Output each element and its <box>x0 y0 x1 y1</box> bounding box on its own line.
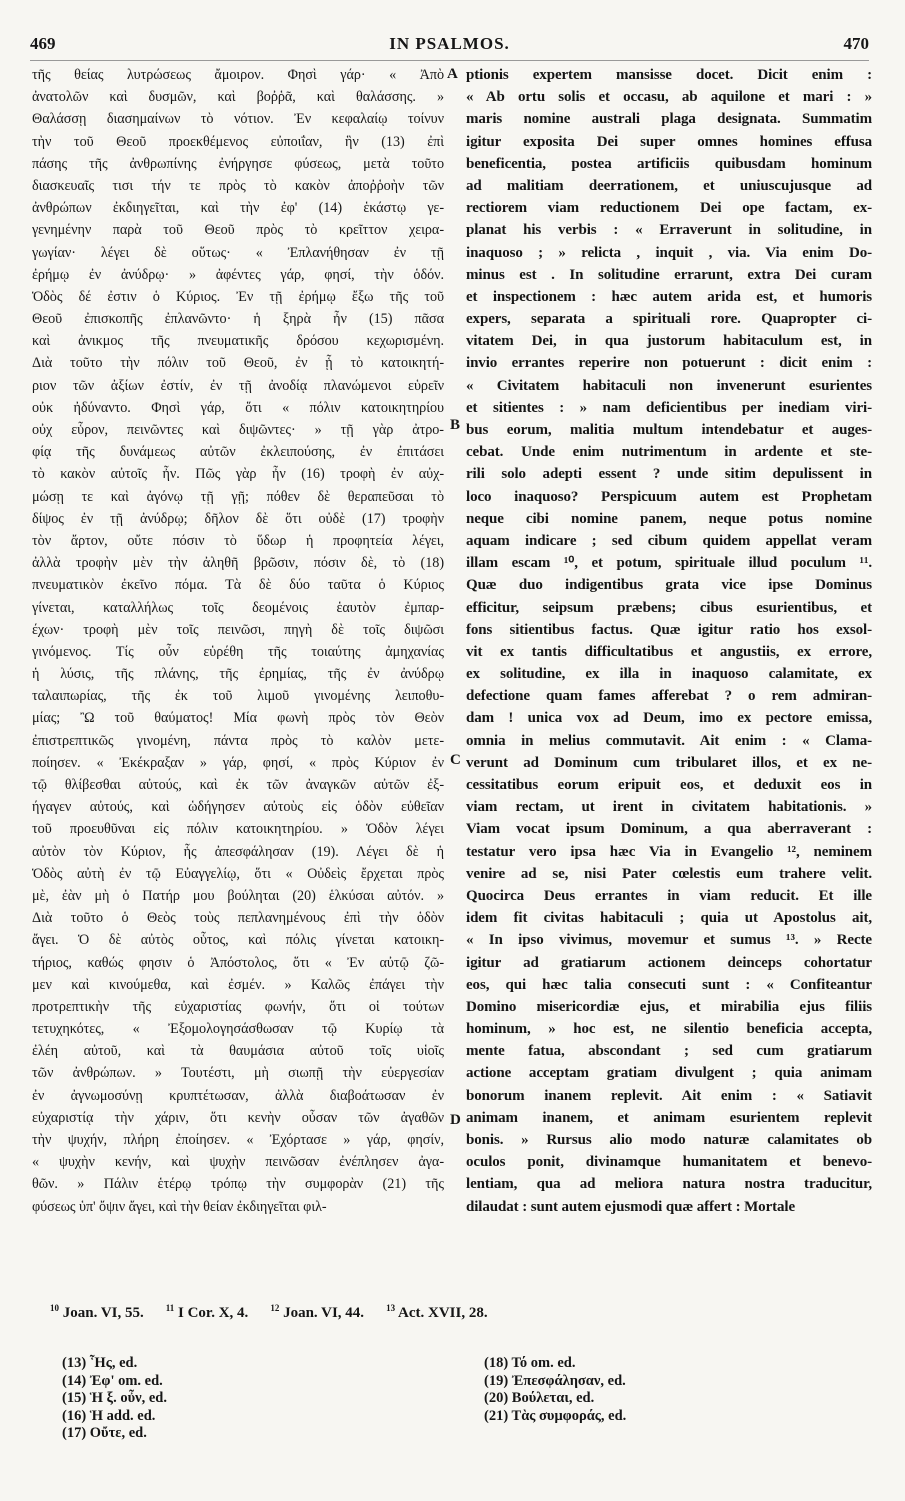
text-line: omnia in melius commutavit. Ait enim : « Clama- <box>466 732 872 749</box>
text-line: ἐλέη αὐτοῦ, καὶ τὰ θαυμάσια αὐτοῦ τοῖς υἱοῖς <box>32 1043 444 1060</box>
text-line: animam inanem, et animam esurientem replevit <box>466 1109 872 1126</box>
text-line: idem fit civitas habitaculi ; quia ut Apostolus ait, <box>466 910 872 927</box>
text-line: « In ipso vivimus, movemur et sumus ¹³. » Recte <box>466 932 872 949</box>
latin-text-column <box>466 64 872 1218</box>
text-line: ἄγει. Ὁ δὲ αὐτὸς οὗτος, καὶ πόλις γίνεται κατοικη- <box>32 932 444 949</box>
text-line: πάσης τῆς ἀνθρωπίνης ἐνήργησε φύσεως, μετὰ τοῦτο <box>32 155 444 172</box>
text-line: Viam vocat ipsum Dominum, a qua aberraverant : <box>466 821 872 838</box>
text-line: igitur exposita Dei super omnes homines effusa <box>466 133 872 150</box>
text-line: τῷ θλίβεσθαι αὐτούς, καὶ ἐκ τῶν ἀναγκῶν αὐτῶν ἐξ- <box>32 777 444 793</box>
text-line: igitur ad gratiarum actionem deinceps cohortatur <box>466 954 872 971</box>
running-title: IN PSALMOS. <box>389 34 510 53</box>
text-line: « Ab ortu solis et occasu, ab aquilone et mari : » <box>466 89 872 106</box>
variant-note: (13) Ἧς, ed. <box>62 1355 138 1371</box>
text-line: invio errantes reperire non potuerunt : dicit enim : <box>466 355 872 372</box>
text-line: Θαλάσσῃ διασημαίνων τὸ νότιον. Ἐν κεφαλαίῳ τοίνυν <box>32 111 444 128</box>
margin-letter-b: B <box>450 417 461 433</box>
margin-letter-d: D <box>450 1112 461 1128</box>
text-line: τὸ κακὸν αὐτοῖς ἦν. Πῶς γὰρ ἦν (16) τροφὴ ἐν αὐχ- <box>32 466 444 483</box>
text-line: cebat. Unde enim nutrimentum in ardente et ste- <box>466 444 872 461</box>
text-line: τὴν ψυχήν, πλήρη ἐποίησεν. « Ἐχόρτασε » γάρ, φησίν, <box>32 1132 444 1148</box>
ref-text: Act. XVII, 28. <box>398 1305 488 1321</box>
text-line: illam escam ¹⁰, et potum, spirituale illud poculum ¹¹. <box>466 555 872 572</box>
text-line: aquam indicare ; sed cibum quidem appellat veram <box>466 532 872 549</box>
text-line: ἀνθρώπων ἐκδιηγεῖται, καὶ τὴν ἐφ' (14) ἑκάστῳ γε- <box>32 200 444 217</box>
text-line: προτρεπτικὴν τῆς εὐχαριστίας φωνήν, ὅτι οἱ τούτων <box>32 998 444 1015</box>
scripture-ref <box>166 1303 249 1322</box>
text-line: ad malitiam deerrationem, et uniuscujusque ad <box>466 177 872 194</box>
text-line: Ὁδὸς αὐτὴ ἐν τῷ Εὐαγγελίῳ, ὅτι « Οὐδεὶς ἔρχεται πρὸς <box>32 865 444 882</box>
text-line: οὐκ ἠδύναντο. Φησὶ γάρ, ὅτι « πόλιν κατοικητηρίου <box>32 399 444 416</box>
text-line: ἡ λύσις, τῆς πλάνης, τῆς ἐρημίας, τῆς ἐν ἀνύδρῳ <box>32 666 444 683</box>
greek-text-column <box>32 64 444 1218</box>
variant-note: (18) Τό om. ed. <box>484 1355 576 1371</box>
text-line: αὐτὸν τὸν Κύριον, ἧς ἀπεσφάλησαν (19). Λέγει δὲ ἡ <box>32 843 444 860</box>
text-line: verunt ad Dominum cum tribularet illos, et ex ne- <box>466 754 872 771</box>
text-line: φίᾳ τῆς δυνάμεως αὐτῶν ἐκλειπούσης, ἐν ἐπιτάσει <box>32 444 444 461</box>
text-line: ex solitudine, ex illa in inaquoso calamitate, ex <box>466 666 872 683</box>
text-line: Quocirca Deus errantes in viam reducit. Et ille <box>466 887 872 904</box>
variant-note: (17) Οὔτε, ed. <box>62 1425 147 1441</box>
variant-note: (16) Ἡ add. ed. <box>62 1407 156 1424</box>
text-line: cessitatibus eorum eripuit eos, et deduxit eos in <box>466 777 872 793</box>
ref-number: 10 <box>50 1303 59 1313</box>
page-number-left: 469 <box>30 34 56 53</box>
text-line: rectiorem viam reductionem Dei ope factam, ex- <box>466 200 872 217</box>
text-line: dilaudat : sunt autem ejusmodi quæ affert : Mortale <box>466 1198 796 1215</box>
text-line: maris nomine australi plaga designata. Summatim <box>466 111 872 128</box>
text-line: ἐπιστρεπτικῶς γινομένη, πάντα πρὸς τὸ καλὸν μετε- <box>32 732 444 749</box>
text-line: ριον τῶν ἀξίων ἐστίν, ἐν τῇ ἀνοδίᾳ πλανώμενοι εὑρεῖν <box>32 377 444 394</box>
ref-text: I Cor. X, 4. <box>178 1305 249 1321</box>
text-line: Ὁδὸς δέ ἐστιν ὁ Κύριος. Ἐν τῇ ἐρήμῳ ἔξω τῆς τοῦ <box>32 288 444 305</box>
variant-note: (19) Ἐπεσφάλησαν, ed. <box>484 1372 626 1389</box>
variant-notes-left <box>62 1355 167 1443</box>
text-line: defectione quam fames afferebat ? o rem admiran- <box>466 688 872 705</box>
text-line: εὐχαριστίᾳ τὴν χάριν, ὅτι κενὴν οὖσαν τῶν ἀγαθῶν <box>32 1109 444 1126</box>
text-line: « Civitatem habitaculi non invenerunt esurientes <box>466 377 872 394</box>
text-line: vitatem Dei, in qua justorum habitaculum est, in <box>466 333 872 350</box>
text-line: bonorum inanem replevit. Ait enim : « Satiavit <box>466 1087 872 1104</box>
margin-letter-a: A <box>447 66 458 82</box>
text-line: eos, qui hæc talia consecuti sunt : « Confiteantur <box>466 976 872 993</box>
text-line: δίψος ἐν τῇ ἀνύδρῳ; δῆλον δὲ ὅτι οὐδὲ (17) τροφὴν <box>32 510 444 527</box>
text-line: οὐχ εὗρον, πεινῶντες καὶ διψῶντες· » τῇ γὰρ ἀτρο- <box>32 422 444 438</box>
text-line: διασκευαῖς τισι τήν τε πρὸς τὸ κακὸν ἀποῤῥοὴν τῶν <box>32 177 444 194</box>
ref-number: 11 <box>165 1303 175 1313</box>
scripture-ref <box>50 1303 144 1322</box>
text-line: γινόμενος. Τίς οὖν εὑρέθη τῆς τοιαύτης ἀμηχανίας <box>32 643 444 660</box>
ref-number: 12 <box>270 1303 280 1313</box>
text-line: μεν καὶ κινούμεθα, καὶ ἐσμέν. » Καλῶς ἐπάγει τὴν <box>32 976 444 993</box>
text-line: τῆς θείας λυτρώσεως ἄμοιρον. Φησὶ γάρ· « Ἀπὸ <box>32 67 444 83</box>
text-line: ἐρήμῳ ἐν ἀνύδρῳ· » ἀφέντες γάρ, φησί, τὴν ὁδόν. <box>32 266 444 283</box>
text-line: fons sitientibus factus. Quæ igitur ratio hos exsol- <box>466 621 872 638</box>
page-number-right: 470 <box>843 34 869 53</box>
text-line: γίνεται, καταλλήλως τοῖς δεομένοις ἑαυτὸν ἐμπαρ- <box>32 599 444 616</box>
text-line: efficitur, seipsum præbens; cibus esurientibus, et <box>466 599 872 616</box>
header-rule <box>30 60 869 61</box>
text-line: Θεοῦ ἐπισκοπῆς ἐπλανῶντο· ἡ ξηρὰ ἦν (15) πᾶσα <box>32 311 444 328</box>
text-line: oculos ponit, divinamque humanitatem et benevo- <box>466 1154 872 1171</box>
text-line: vit ex tantis difficultatibus et angustiis, ex errore, <box>466 643 872 660</box>
text-line: γενημένην παρὰ τοῦ Θεοῦ πρὸς τὸ κρεῖττον χειρα- <box>32 222 444 239</box>
variant-note: (21) Τὰς συμφοράς, ed. <box>484 1407 627 1424</box>
text-line: loco inaquoso? Perspicuum autem est Prophetam <box>466 488 872 505</box>
text-line: ἀλλὰ τροφὴν μὲν τὴν ἀληθῆ βρῶσιν, πόσιν δὲ, τὸ (18) <box>32 555 444 572</box>
text-line: ptionis expertem mansisse docet. Dicit enim : <box>466 67 872 83</box>
scripture-ref <box>386 1303 488 1322</box>
text-line: τὴν τοῦ Θεοῦ προεκθέμενος εὐποιΐαν, ἣν (13) ἐπὶ <box>32 133 444 150</box>
text-line: ἀνατολῶν καὶ δυσμῶν, καὶ βοῤῥᾶ, καὶ θαλάσσης. » <box>32 89 444 106</box>
text-line: τετυχηκότες, « Ἐξομολογησάσθωσαν τῷ Κυρίῳ τὰ <box>32 1021 444 1038</box>
text-line: bonis. » Rursus alio modo naturæ calamitates ob <box>466 1132 872 1148</box>
page-header <box>30 34 869 58</box>
variant-note: (15) Ἡ ξ. οὖν, ed. <box>62 1390 167 1406</box>
text-line: venire ad se, nisi Pater cœlestis eum trahere velit. <box>466 865 872 882</box>
text-line: hominum, » hoc est, ne silentio beneficia accepta, <box>466 1021 872 1038</box>
text-line: Quæ duo indigentibus grata vice ipse Dominus <box>466 577 872 594</box>
text-line: ποίησεν. « Ἐκέκραξαν » γάρ, φησί, « πρὸς Κύριον ἐν <box>32 754 444 771</box>
text-line: Διὰ τοῦτο τὴν πόλιν τοῦ Θεοῦ, ἐν ᾗ τὸ κατοικητή- <box>32 355 444 372</box>
text-line: beneficentia, postea artificiis quibusdam hominum <box>466 155 872 172</box>
text-line: planat his verbis : « Erraverunt in solitudine, in <box>466 222 872 239</box>
text-line: τοῦ προευθῦναι εἰς πόλιν κατοικητηρίου. » Ὁδὸν λέγει <box>32 821 444 838</box>
text-line: ταλαιπωρίας, τῆς ἐκ τοῦ λιμοῦ γινομένης λειποθυ- <box>32 688 444 705</box>
text-line: ήγαγεν αὐτούς, καὶ ὡδήγησεν αὐτοὺς εἰς ὁδὸν εὐθεῖαν <box>32 799 444 816</box>
text-line: μίας; Ὢ τοῦ θαύματος! Μία φωνὴ πρὸς τὸν Θεὸν <box>32 710 444 727</box>
text-line: καὶ ἀνικμος τῆς πνευματικῆς δρόσου κεχωρισμένη. <box>32 333 444 350</box>
text-line: et inspectionem : hæc autem arida est, et humoris <box>466 288 872 305</box>
text-line: Διὰ τοῦτο ὁ Θεὸς τοὺς πεπλανημένους ἐπὶ τὴν ὁδὸν <box>32 910 444 927</box>
text-line: actione acceptam gratiam divulgent ; quia animam <box>466 1065 872 1082</box>
text-line: minus est . In solitudine errarunt, extra Dei curam <box>466 266 872 283</box>
text-line: τὸν ἄρτον, οὔτε πόσιν τὸ ὕδωρ ἡ προφητεία λέγει, <box>32 532 444 549</box>
text-line: τήριος, καθώς φησιν ὁ Ἀπόστολος, ὅτι « Ἐν αὐτῷ ζῶ- <box>32 954 444 971</box>
text-line: γωγίαν· λέγει δὲ οὕτως· « Ἐπλανήθησαν ἐν τῇ <box>32 244 444 261</box>
text-line: Domino misericordiæ ejus, et mirabilia ejus filiis <box>466 998 872 1015</box>
text-line: μώσῃ τε καὶ ἀγόνῳ τῇ γῇ; πόθεν δὲ θεραπεῦσαι τὸ <box>32 488 444 505</box>
text-line: testatur vero ipsa hæc Via in Evangelio ¹², neminem <box>466 843 872 860</box>
text-line: τῶν ἀνθρώπων. » Τουτέστι, μὴ σιωπῇ τὴν εὐεργεσίαν <box>32 1065 444 1082</box>
text-line: viam rectam, ut irent in civitatem habitationis. » <box>466 799 872 816</box>
scripture-references <box>50 1303 865 1322</box>
ref-text: Joan. VI, 55. <box>62 1305 144 1321</box>
text-line: φύσεως ὑπ' ὄψιν ἄγει, καὶ τὴν θείαν ἐκδιηγεῖται φιλ- <box>32 1198 327 1215</box>
ref-text: Joan. VI, 44. <box>283 1305 365 1321</box>
variant-note: (20) Βούλεται, ed. <box>484 1390 595 1406</box>
text-line: neque cibi nomine panem, neque potus nomine <box>466 510 872 527</box>
text-line: bus eorum, malitia multum intendebatur et auges- <box>466 422 872 438</box>
variant-note: (14) Ἐφ' om. ed. <box>62 1372 163 1389</box>
text-line: inaquoso ; » relicta , inquit , via. Via enim Do- <box>466 244 872 261</box>
text-line: expers, separata a spirituali rore. Quapropter ci- <box>466 311 872 328</box>
text-line: « ψυχὴν κενήν, καὶ ψυχὴν πεινῶσαν ἐνέπλησεν ἀγα- <box>32 1154 444 1171</box>
scripture-ref <box>270 1303 364 1322</box>
variant-notes-right <box>484 1355 626 1425</box>
text-line: lentiam, qua ad meliora natura nostra traducitur, <box>466 1176 872 1193</box>
text-line: dam ! unica vox ad Deum, imo ex pectore emissa, <box>466 710 872 727</box>
ref-number: 13 <box>386 1303 396 1313</box>
text-line: θῶν. » Πάλιν ἑτέρῳ τρόπῳ τὴν συμφορὰν (21) τῆς <box>32 1176 444 1193</box>
text-line: μὲ, ἐὰν μὴ ὁ Πατήρ μου βούληται (20) ἑλκύσαι αὐτόν. » <box>32 887 444 904</box>
text-line: mente fatua, abscondant ; sed cum gratiarum <box>466 1043 872 1060</box>
text-line: ἐν ἀγνωμοσύνῃ κρυπτέτωσαν, ἀλλὰ διαβοάτωσαν ἐν <box>32 1087 444 1104</box>
text-line: έχων· τροφὴ μὲν τοῖς πεινῶσι, πηγὴ δὲ τοῖς διψῶσι <box>32 621 444 638</box>
text-line: rili solo adepti essent ? unde sitim depulissent in <box>466 466 872 483</box>
text-line: et sitientes : » nam deficientibus per inediam viri- <box>466 399 872 416</box>
margin-letter-c: C <box>450 752 461 768</box>
text-line: πνευματικὸν ἐκεῖνο πόμα. Τὰ δὲ δύο ταῦτα ὁ Κύριος <box>32 577 444 594</box>
